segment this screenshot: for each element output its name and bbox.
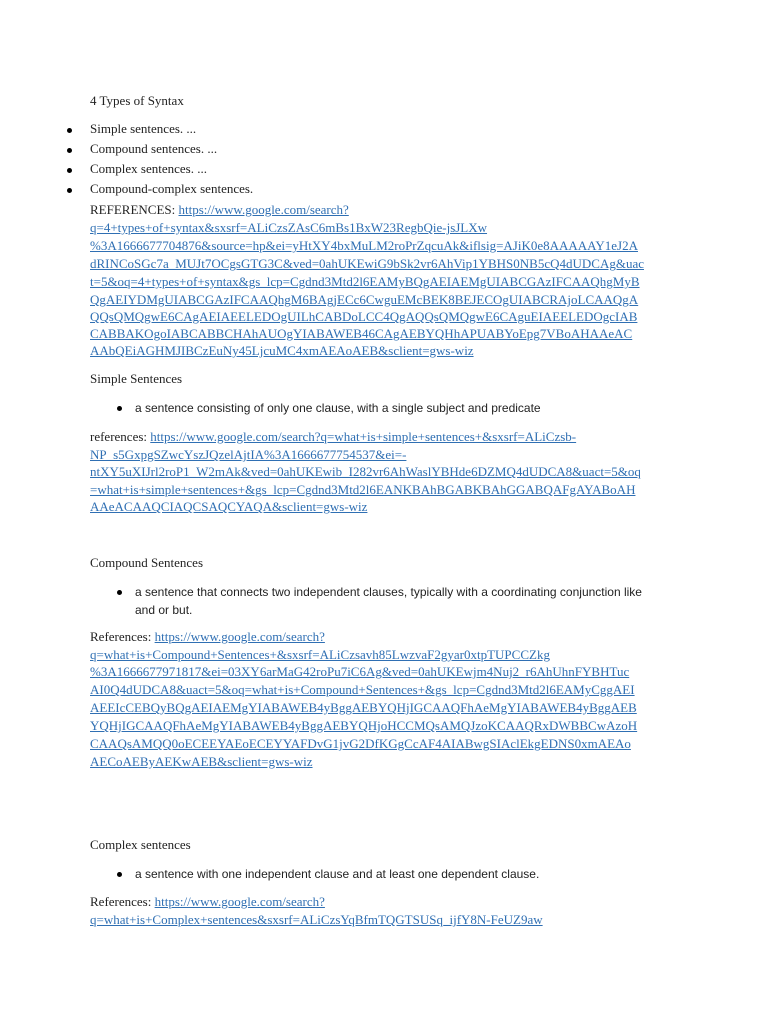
list-item: Compound sentences. ... [90, 141, 218, 156]
references-link[interactable]: https://www.google.com/search? [154, 894, 325, 909]
references-link[interactable]: AECoAEByAEKwAEB&sclient=gws-wiz [90, 754, 313, 769]
references-link[interactable]: AAbQEiAGHMJIBCzEuNy45LjcuMC4xmAEAoAEB&sclient=gws-wiz [90, 343, 474, 358]
references-link[interactable]: %3A1666677971817&ei=03XY6arMaG42roPu7iC6Ag&ved=0ahUKEwjm4Nuj2_r6AhUhnFYBHTuc [90, 664, 630, 679]
section-heading-complex: Complex sentences [90, 837, 191, 852]
references-link[interactable]: NP_s5GxpgSZwcYszJQzelAjtIA%3A1666677754537&ei=- [90, 447, 407, 462]
references-link[interactable]: %3A1666677704876&source=hp&ei=yHtXY4bxMuLM2roPrZqcuAk&iflsig=AJiK0e8AAAAAY1eJ2A [90, 238, 638, 253]
list-item: Compound-complex sentences. [90, 181, 254, 196]
bullet-dot [117, 872, 122, 877]
simple-references-line [90, 428, 576, 446]
references-link[interactable]: ntXY5uXIJrl2roP1_W2mAk&ved=0ahUKEwib_I282vr6AhWaslYBHde6DZMQ4dUDCA8&uact=5&oq [90, 464, 641, 479]
bullet-dot [117, 590, 122, 595]
references-label: references: [90, 429, 148, 444]
simple-definition: a sentence consisting of only one clause, with a single subject and predicate [135, 401, 541, 415]
references-link[interactable]: https://www.google.com/search? [154, 629, 325, 644]
references-label: References: [90, 629, 152, 644]
bullet-dot [67, 168, 72, 173]
complex-definition: a sentence with one independent clause and at least one dependent clause. [135, 867, 540, 881]
references-line [90, 201, 349, 219]
bullet-dot [67, 128, 72, 133]
references-link[interactable]: =what+is+simple+sentences+&gs_lcp=Cgdnd3Mtd2l6EANKBAhBGABKBAhGGABQAFgAYABoAH [90, 482, 636, 497]
section-heading-compound: Compound Sentences [90, 555, 204, 570]
references-link[interactable]: AI0Q4dUDCA8&uact=5&oq=what+is+Compound+Sentences+&gs_lcp=Cgdnd3Mtd2l6EAMyCggAEI [90, 682, 635, 697]
references-link[interactable]: YQHjIGCAAQFhAeMgYIABAWEB4yBggAEBYQHjoHCCMQsAMQJzoKCAAQRxDWBBCwAzoH [90, 718, 638, 733]
list-item: Complex sentences. ... [90, 161, 207, 176]
references-link[interactable]: AAeACAAQCIAQCSAQCYAQA&sclient=gws-wiz [90, 499, 368, 514]
references-label: References: [90, 894, 152, 909]
references-link[interactable]: q=what+is+Compound+Sentences+&sxsrf=ALiCzsavh85LwzvaF2gyar0xtpTUPCCZkg [90, 647, 550, 662]
references-link[interactable]: t=5&oq=4+types+of+syntax&gs_lcp=Cgdnd3Mtd2l6EAMyBQgAEIAEMgUIABCGAzIFCAAQhgMyB [90, 274, 640, 289]
compound-references-line [90, 628, 325, 646]
references-link[interactable]: https://www.google.com/search?q=what+is+simple+sentences+&sxsrf=ALiCzsb- [150, 429, 577, 444]
references-link[interactable]: CABBAKOgoIABCABBCHAhAUOgYIABAWEB46CAgAEBYQHhAPUABYoEpg7VBoAHAAeAC [90, 326, 633, 341]
references-link[interactable]: q=4+types+of+syntax&sxsrf=ALiCzsZAsC6mBs1BxW23RegbQie-jsJLXw [90, 220, 488, 235]
references-link[interactable]: QQsQMQgwE6CAgAEIAEELEDOgUILhCABDoLCC4QgAQQsQMQgwE6CAguEIAEELEDOgcIAB [90, 309, 638, 324]
references-link[interactable]: AEEIcCEBQyBQgAEIAEMgYIABAWEB4yBggAEBYQHjIGCAAQFhAeMgYIABAWEB4yBggAEB [90, 700, 637, 715]
section-heading-simple: Simple Sentences [90, 371, 183, 386]
bullet-dot [117, 406, 122, 411]
references-link[interactable]: CAAQsAMQQ0oECEEYAEoECEYYAFDvG1jvG2DfKGgCcAF4AIABwgSIAclEkgEDNS0xmAEAo [90, 736, 631, 751]
compound-definition: a sentence that connects two independent clauses, typically with a coordinating conjunction like [135, 585, 642, 599]
references-link[interactable]: dRINCoSGc7a_MUJt7OCgsGTG3C&ved=0ahUKEwiG9bSk2vr6AhVip1YBHS0NB5cQ4dUDCAg&uac [90, 256, 644, 271]
references-link[interactable]: q=what+is+Complex+sentences&sxsrf=ALiCzsYqBfmTQGTSUSq_ijfY8N-FeUZ9aw [90, 912, 543, 927]
compound-definition: and or but. [135, 603, 193, 617]
document-title: 4 Types of Syntax [90, 93, 184, 108]
references-label: REFERENCES: [90, 202, 176, 217]
bullet-dot [67, 148, 72, 153]
complex-references-line [90, 893, 325, 911]
references-link[interactable]: https://www.google.com/search? [178, 202, 349, 217]
list-item: Simple sentences. ... [90, 121, 197, 136]
references-link[interactable]: QgAEIYDMgUIABCGAzIFCAAQhgM6BAgjECc6CwguEMcBEK8BEJECOgUIABCRAjoLCAAQgA [90, 292, 639, 307]
bullet-dot [67, 188, 72, 193]
